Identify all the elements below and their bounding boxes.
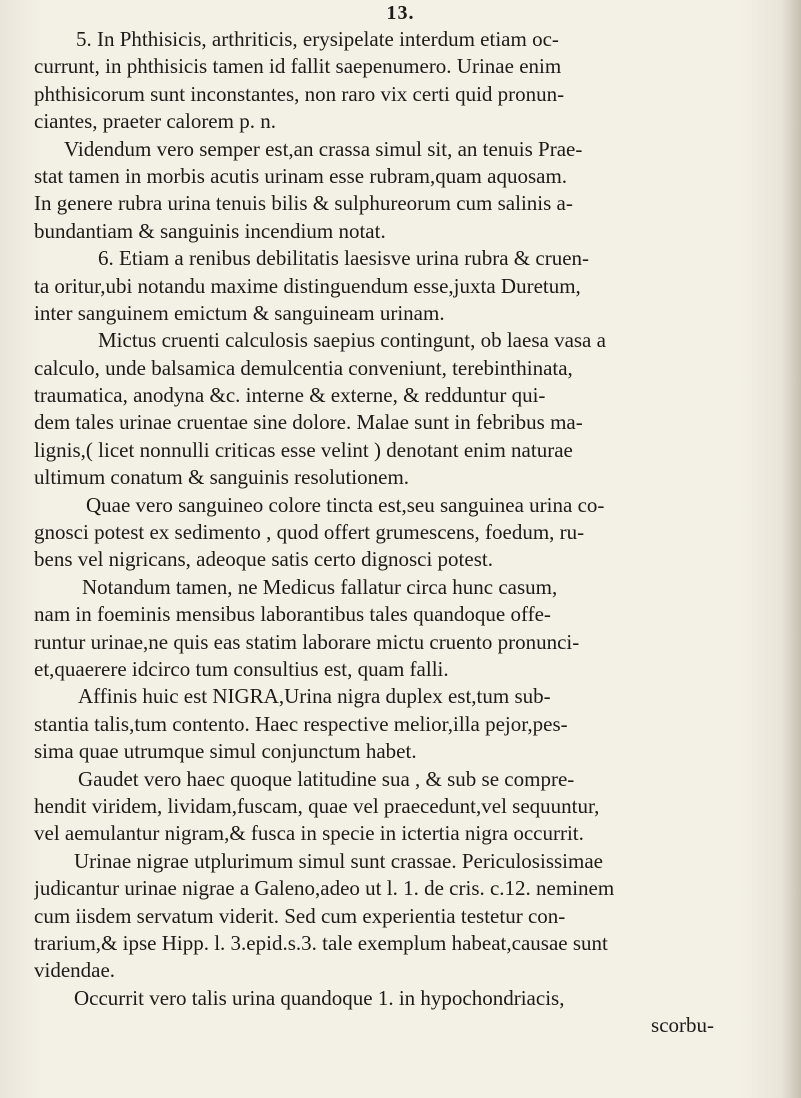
text-line: ta oritur,ubi notandu maxime distinguendum esse,juxta Duretum, bbox=[34, 273, 581, 298]
page-number: 13. bbox=[386, 2, 415, 24]
text-line: In genere rubra urina tenuis bilis & sulphureorum cum salinis a- bbox=[34, 191, 573, 216]
text-line: traumatica, anodyna &c. interne & externe, & redduntur qui- bbox=[34, 383, 546, 408]
text-line: cum iisdem servatum viderit. Sed cum experientia testetur con- bbox=[34, 903, 566, 928]
text-line: gnosci potest ex sedimento , quod offert grumescens, foedum, ru- bbox=[34, 520, 585, 545]
text-line: currunt, in phthisicis tamen id fallit saepenumero. Urinae enim bbox=[34, 54, 562, 79]
text-line: et,quaerere idcirco tum consultius est, quam falli. bbox=[34, 656, 449, 681]
text-line: sima quae utrumque simul conjunctum habet. bbox=[34, 739, 417, 764]
text-line: phthisicorum sunt inconstantes, non raro vix certi quid pronun- bbox=[34, 81, 565, 106]
text-line: vel aemulantur nigram,& fusca in specie in ictertia nigra occurrit. bbox=[34, 821, 584, 846]
text-line: Mictus cruenti calculosis saepius contingunt, ob laesa vasa a bbox=[98, 328, 606, 353]
text-line: calculo, unde balsamica demulcentia conveniunt, terebinthinata, bbox=[34, 355, 573, 380]
text-line: bundantiam & sanguinis incendium notat. bbox=[34, 218, 386, 243]
text-line: Notandum tamen, ne Medicus fallatur circa hunc casum, bbox=[82, 574, 558, 599]
text-line: ultimum conatum & sanguinis resolutionem. bbox=[34, 465, 410, 490]
text-line: judicantur urinae nigrae a Galeno,adeo ut l. 1. de cris. c.12. neminem bbox=[34, 876, 615, 901]
text-line: 6. Etiam a renibus debilitatis laesisve urina rubra & cruen- bbox=[98, 246, 590, 271]
text-line: Gaudet vero haec quoque latitudine sua , & sub se compre- bbox=[78, 766, 575, 791]
text-line: stantia talis,tum contento. Haec respective melior,illa pejor,pes- bbox=[34, 711, 568, 736]
text-line: Videndum vero semper est,an crassa simul sit, an tenuis Prae- bbox=[64, 136, 583, 161]
text-line: hendit viridem, lividam,fuscam, quae vel praecedunt,vel sequuntur, bbox=[34, 793, 600, 818]
text-line: 5. In Phthisicis, arthriticis, erysipelate interdum etiam oc- bbox=[76, 27, 559, 51]
text-line: ciantes, praeter calorem p. n. bbox=[34, 109, 276, 134]
text-line: Urinae nigrae utplurimum simul sunt crassae. Periculosissimae bbox=[74, 848, 603, 873]
page-edge-shadow bbox=[781, 0, 801, 1098]
text-line: stat tamen in morbis acutis urinam esse rubram,quam aquosam. bbox=[34, 163, 568, 188]
text-line: Affinis huic est NIGRA,Urina nigra duplex est,tum sub- bbox=[78, 684, 551, 709]
text-line: trarium,& ipse Hipp. l. 3.epid.s.3. tale exemplum habeat,causae sunt bbox=[34, 930, 608, 955]
text-line: Occurrit vero talis urina quandoque 1. in hypochondriacis, bbox=[74, 985, 565, 1010]
catchword: scorbu- bbox=[651, 1013, 714, 1038]
text-line: nam in foeminis mensibus laborantibus tales quandoque offe- bbox=[34, 602, 551, 627]
text-line: lignis,( licet nonnulli criticas esse velint ) denotant enim naturae bbox=[34, 437, 573, 462]
text-line: runtur urinae,ne quis eas statim laborare mictu cruento pronunci- bbox=[34, 629, 580, 654]
text-line: videndae. bbox=[34, 958, 116, 983]
text-line: inter sanguinem emictum & sanguineam urinam. bbox=[34, 300, 445, 325]
text-line: dem tales urinae cruentae sine dolore. Malae sunt in febribus ma- bbox=[34, 410, 583, 435]
text-line: Quae vero sanguineo colore tincta est,seu sanguinea urina co- bbox=[86, 492, 605, 517]
text-line: bens vel nigricans, adeoque satis certo dignosci potest. bbox=[34, 547, 493, 572]
text-body bbox=[34, 26, 774, 1039]
